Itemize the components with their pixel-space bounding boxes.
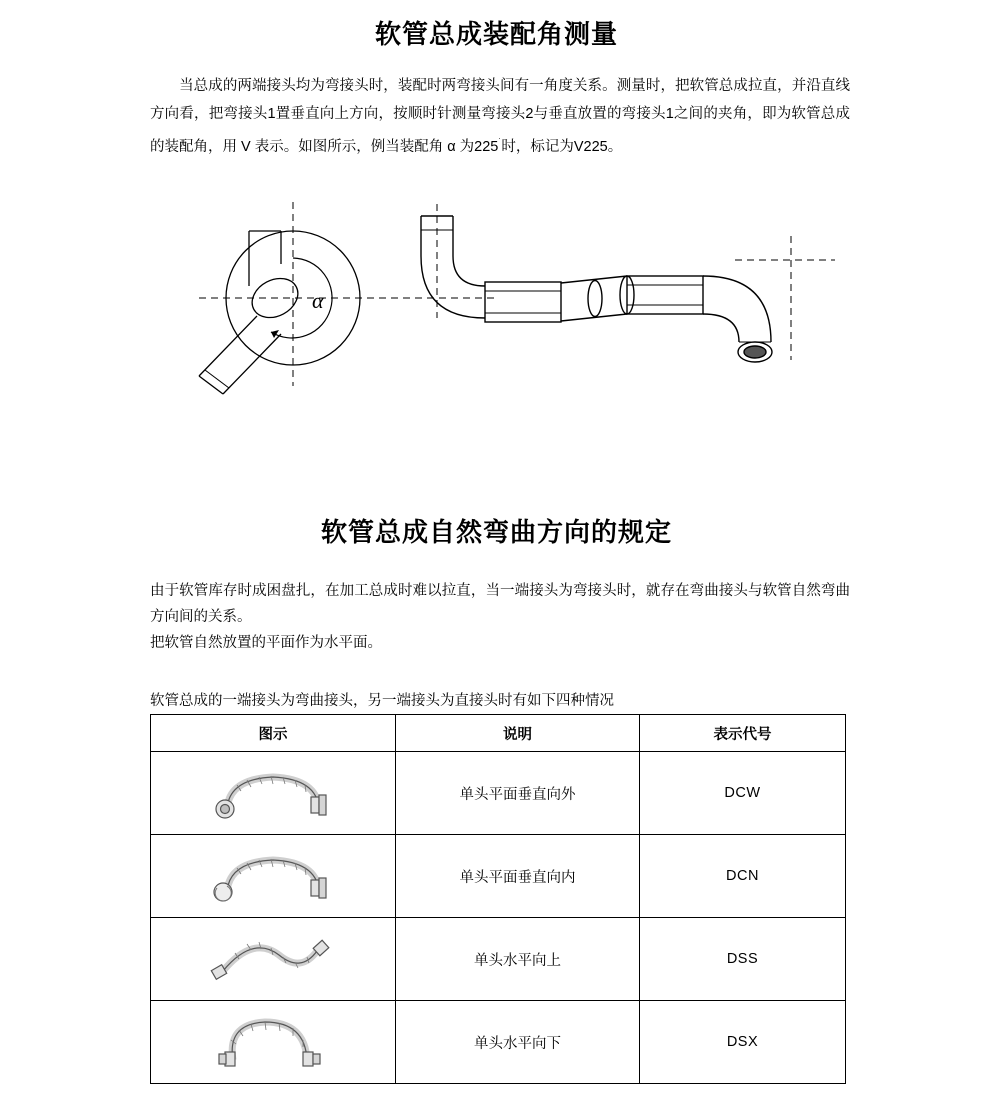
paragraph-assembly-angle bbox=[150, 72, 850, 161]
table-cell-figure-dcn bbox=[151, 835, 396, 918]
bend-direction-table bbox=[150, 714, 846, 1084]
table-row bbox=[151, 1001, 846, 1084]
left-ferrule bbox=[485, 282, 561, 322]
table-cell-code-dss: DSS bbox=[640, 918, 846, 1001]
assembly-angle-svg bbox=[175, 190, 835, 410]
paragraph-natural-bend-text: 由于软管库存时成困盘扎，在加工总成时难以拉直，当一端接头为弯接头时，就存在弯曲接头与软管自然弯曲方向间的关系。 bbox=[150, 583, 850, 625]
table-header-row bbox=[151, 715, 846, 752]
table-cell-desc-dcn: 单头平面垂直向内 bbox=[396, 835, 640, 918]
hose-bottom bbox=[561, 314, 627, 321]
section-title-natural-bend: 软管总成自然弯曲方向的规定 bbox=[320, 517, 672, 547]
diag-tube-end-cap bbox=[199, 376, 223, 394]
degree-mark: ˙ bbox=[498, 137, 502, 147]
hose-figure-dcn bbox=[193, 848, 353, 904]
hose-figure-dsx bbox=[193, 1014, 353, 1070]
hose-top bbox=[561, 276, 627, 283]
table-cell-code-dcw: DCW bbox=[640, 752, 846, 835]
table-header-figure: 图示 bbox=[151, 715, 396, 752]
table-cell-desc-dcw: 单头平面垂直向外 bbox=[396, 752, 640, 835]
table-row bbox=[151, 918, 846, 1001]
angle-value: 225 bbox=[474, 138, 499, 155]
table-cell-desc-dsx: 单头水平向下 bbox=[396, 1001, 640, 1084]
table-cell-figure-dss bbox=[151, 918, 396, 1001]
hose-figure-dss bbox=[193, 931, 353, 987]
alpha-symbol: α bbox=[312, 288, 324, 313]
table-row bbox=[151, 752, 846, 835]
diag-tube-ring bbox=[205, 370, 229, 388]
table-caption: 软管总成的一端接头为弯曲接头，另一端接头为直接头时有如下四种情况 bbox=[150, 693, 614, 709]
table-header-description: 说明 bbox=[396, 715, 640, 752]
paragraph-horizontal-plane bbox=[150, 630, 850, 656]
paragraph-assembly-angle-text: 当总成的两端接头均为弯接头时，装配时两弯接头间有一角度关系。测量时，把软管总成拉直，并沿直线方向看，把弯接头1置垂直向上方向，按顺时针测量弯接头2与垂直放置的弯接头1之间的夹角，即为软管总成的装配角，用 V 表示。如图所示，例当装配角 α 为 bbox=[150, 78, 850, 155]
hose-figure-dcw bbox=[193, 765, 353, 821]
table-cell-figure-dcw bbox=[151, 752, 396, 835]
figure-assembly-angle-diagram bbox=[175, 190, 835, 410]
right-ferrule bbox=[627, 276, 703, 314]
table-cell-desc-dss: 单头水平向上 bbox=[396, 918, 640, 1001]
table-cell-figure-dsx bbox=[151, 1001, 396, 1084]
left-elbow-inner bbox=[453, 216, 485, 286]
table-row bbox=[151, 835, 846, 918]
hose-mid-ellipse-1 bbox=[588, 281, 602, 317]
section-title-assembly-angle: 软管总成装配角测量 bbox=[374, 19, 618, 49]
paragraph-natural-bend bbox=[150, 578, 850, 630]
paragraph-assembly-angle-tail: 时，标记为V225。 bbox=[501, 138, 623, 155]
table-cell-code-dsx: DSX bbox=[640, 1001, 846, 1084]
table-header-code: 表示代号 bbox=[640, 715, 846, 752]
right-elbow-inner bbox=[703, 314, 739, 342]
paragraph-horizontal-plane-text: 把软管自然放置的平面作为水平面。 bbox=[150, 635, 382, 651]
right-elbow-opening-inner bbox=[744, 346, 766, 358]
table-cell-code-dcn: DCN bbox=[640, 835, 846, 918]
